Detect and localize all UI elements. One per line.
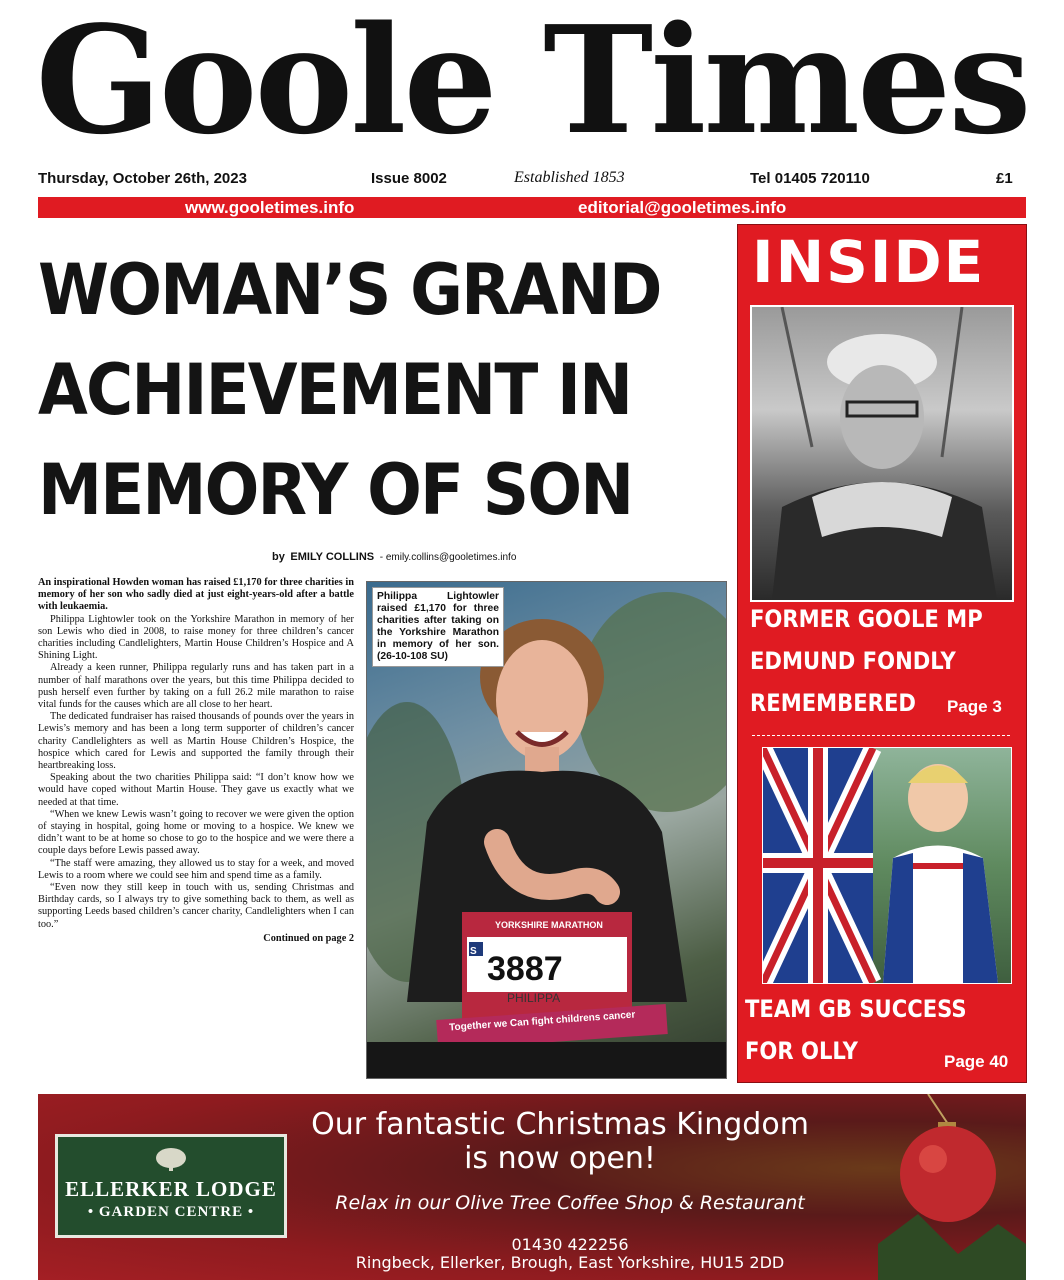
bib-letter: S bbox=[470, 946, 477, 957]
inside-story1-line1[interactable]: FORMER GOOLE MP bbox=[750, 605, 983, 633]
inside-story2-line2[interactable]: FOR OLLY bbox=[745, 1037, 858, 1065]
email-link[interactable]: editorial@gooletimes.info bbox=[578, 198, 787, 217]
article-paragraph: The dedicated fundraiser has raised thousands of pounds over the years in Lewis’s memory and has been a long term supporter of children’s cancer charity Candlelighters as well as Martin House Children’s Hospice, the hospice which cared for Lewis and supported the family through their heartbreaking loss. bbox=[38, 711, 354, 772]
byline-email[interactable]: - emily.collins@gooletimes.info bbox=[379, 552, 517, 563]
established: Established 1853 bbox=[514, 169, 625, 186]
olly-photo bbox=[762, 747, 1012, 984]
telephone: Tel 01405 720110 bbox=[750, 170, 870, 187]
ad-phone[interactable]: 01430 422256 bbox=[511, 1235, 629, 1254]
byline-by: by bbox=[272, 551, 285, 563]
article-paragraph: “The staff were amazing, they allowed us to stay for a week, and moved Lewis to a room where we could see him and spend time as a family. bbox=[38, 857, 354, 881]
headline-line-2: ACHIEVEMENT IN bbox=[38, 349, 632, 431]
photo-caption: Philippa Lightowler raised £1,170 for three charities after taking on the Yorkshire Marathon in memory of her son. (26-10-108 SU) bbox=[372, 587, 504, 667]
inside-story2-page[interactable]: Page 40 bbox=[944, 1052, 1009, 1071]
inside-divider bbox=[752, 735, 1010, 736]
ad-headline-2: is now open! bbox=[464, 1141, 656, 1176]
tree-icon bbox=[154, 1147, 188, 1171]
ad-subline: Relax in our Olive Tree Coffee Shop & Restaurant bbox=[335, 1192, 805, 1214]
issue-number: Issue 8002 bbox=[371, 170, 447, 187]
masthead-title: Goole Times bbox=[35, 0, 1029, 167]
article-paragraph: “When we knew Lewis wasn’t going to recover we were given the option of staying in hospital, going home or moving to a hospice. We knew we didn’t want to be at home so chose to go to the hospice and we were there a couple days before Lewis passed away. bbox=[38, 808, 354, 857]
headline-line-1: WOMAN’S GRAND bbox=[38, 249, 661, 331]
contact-bar bbox=[38, 197, 1026, 218]
inside-title: INSIDE bbox=[752, 228, 986, 296]
byline bbox=[272, 551, 516, 563]
inside-story2-line1[interactable]: TEAM GB SUCCESS bbox=[745, 995, 967, 1023]
article-body bbox=[38, 577, 354, 945]
article-paragraph: Philippa Lightowler took on the Yorkshire Marathon in memory of her son Lewis who died in 2008, to raise money for three children’s cancer charities including Candlelighters, Martin House Children’s Hospice and A Shining Light. bbox=[38, 613, 354, 662]
main-headline bbox=[38, 240, 664, 540]
article-paragraph: Already a keen runner, Philippa regularly runs and has taken part in a number of half marathons over the years, but this time Philippa decided to push herself even further by taking on a full 26.2 mile marathon to raise vital funds for the causes which are all close to her heart. bbox=[38, 662, 354, 711]
olly-illustration bbox=[763, 748, 1011, 983]
byline-author: EMILY COLLINS bbox=[290, 551, 375, 563]
headline-line-3: MEMORY OF SON bbox=[38, 449, 633, 531]
bib-banner: Together we Can fight childrens cancer bbox=[448, 1009, 636, 1034]
website-link[interactable]: www.gooletimes.info bbox=[185, 198, 355, 217]
bib-event: YORKSHIRE MARATHON bbox=[495, 920, 603, 930]
price: £1 bbox=[996, 170, 1013, 187]
mp-illustration bbox=[752, 307, 1012, 600]
article-paragraph: “Even now they still keep in touch with us, sending Christmas and Birthday cards, so I always try to give something back to them, as well as supporting Leeds based children’s cancer charity, Candlelighters when I can too.” bbox=[38, 882, 354, 930]
info-bar bbox=[38, 170, 1026, 192]
issue-date: Thursday, October 26th, 2023 bbox=[38, 170, 247, 187]
bauble-illustration bbox=[878, 1094, 1026, 1280]
bib-number: 3887 bbox=[487, 950, 563, 988]
article-lead: An inspirational Howden woman has raised £1,170 for three charities in memory of her son who sadly died at just eight-years-old after a battle with leukaemia. bbox=[38, 577, 354, 613]
article-paragraph: Speaking about the two charities Philippa said: “I don’t know how we would have coped without Martin House. They gave us exactly what we needed at that time. bbox=[38, 772, 354, 808]
bib-name: PHILIPPA bbox=[507, 991, 561, 1005]
inside-story1-page[interactable]: Page 3 bbox=[947, 697, 1002, 716]
logo-line-2: • GARDEN CENTRE • bbox=[87, 1204, 255, 1220]
ad-headline-1: Our fantastic Christmas Kingdom bbox=[311, 1107, 809, 1142]
inside-story1-line3[interactable]: REMEMBERED bbox=[750, 689, 916, 717]
ad-headline bbox=[300, 1108, 820, 1176]
mp-photo bbox=[750, 305, 1014, 602]
ellerker-logo[interactable] bbox=[55, 1134, 287, 1238]
logo-line-1: ELLERKER LODGE bbox=[65, 1177, 277, 1201]
inside-story1-line2[interactable]: EDMUND FONDLY bbox=[750, 647, 956, 675]
ad-address: Ringbeck, Ellerker, Brough, East Yorkshire, HU15 2DD bbox=[355, 1253, 785, 1272]
continued-note: Continued on page 2 bbox=[263, 932, 354, 944]
